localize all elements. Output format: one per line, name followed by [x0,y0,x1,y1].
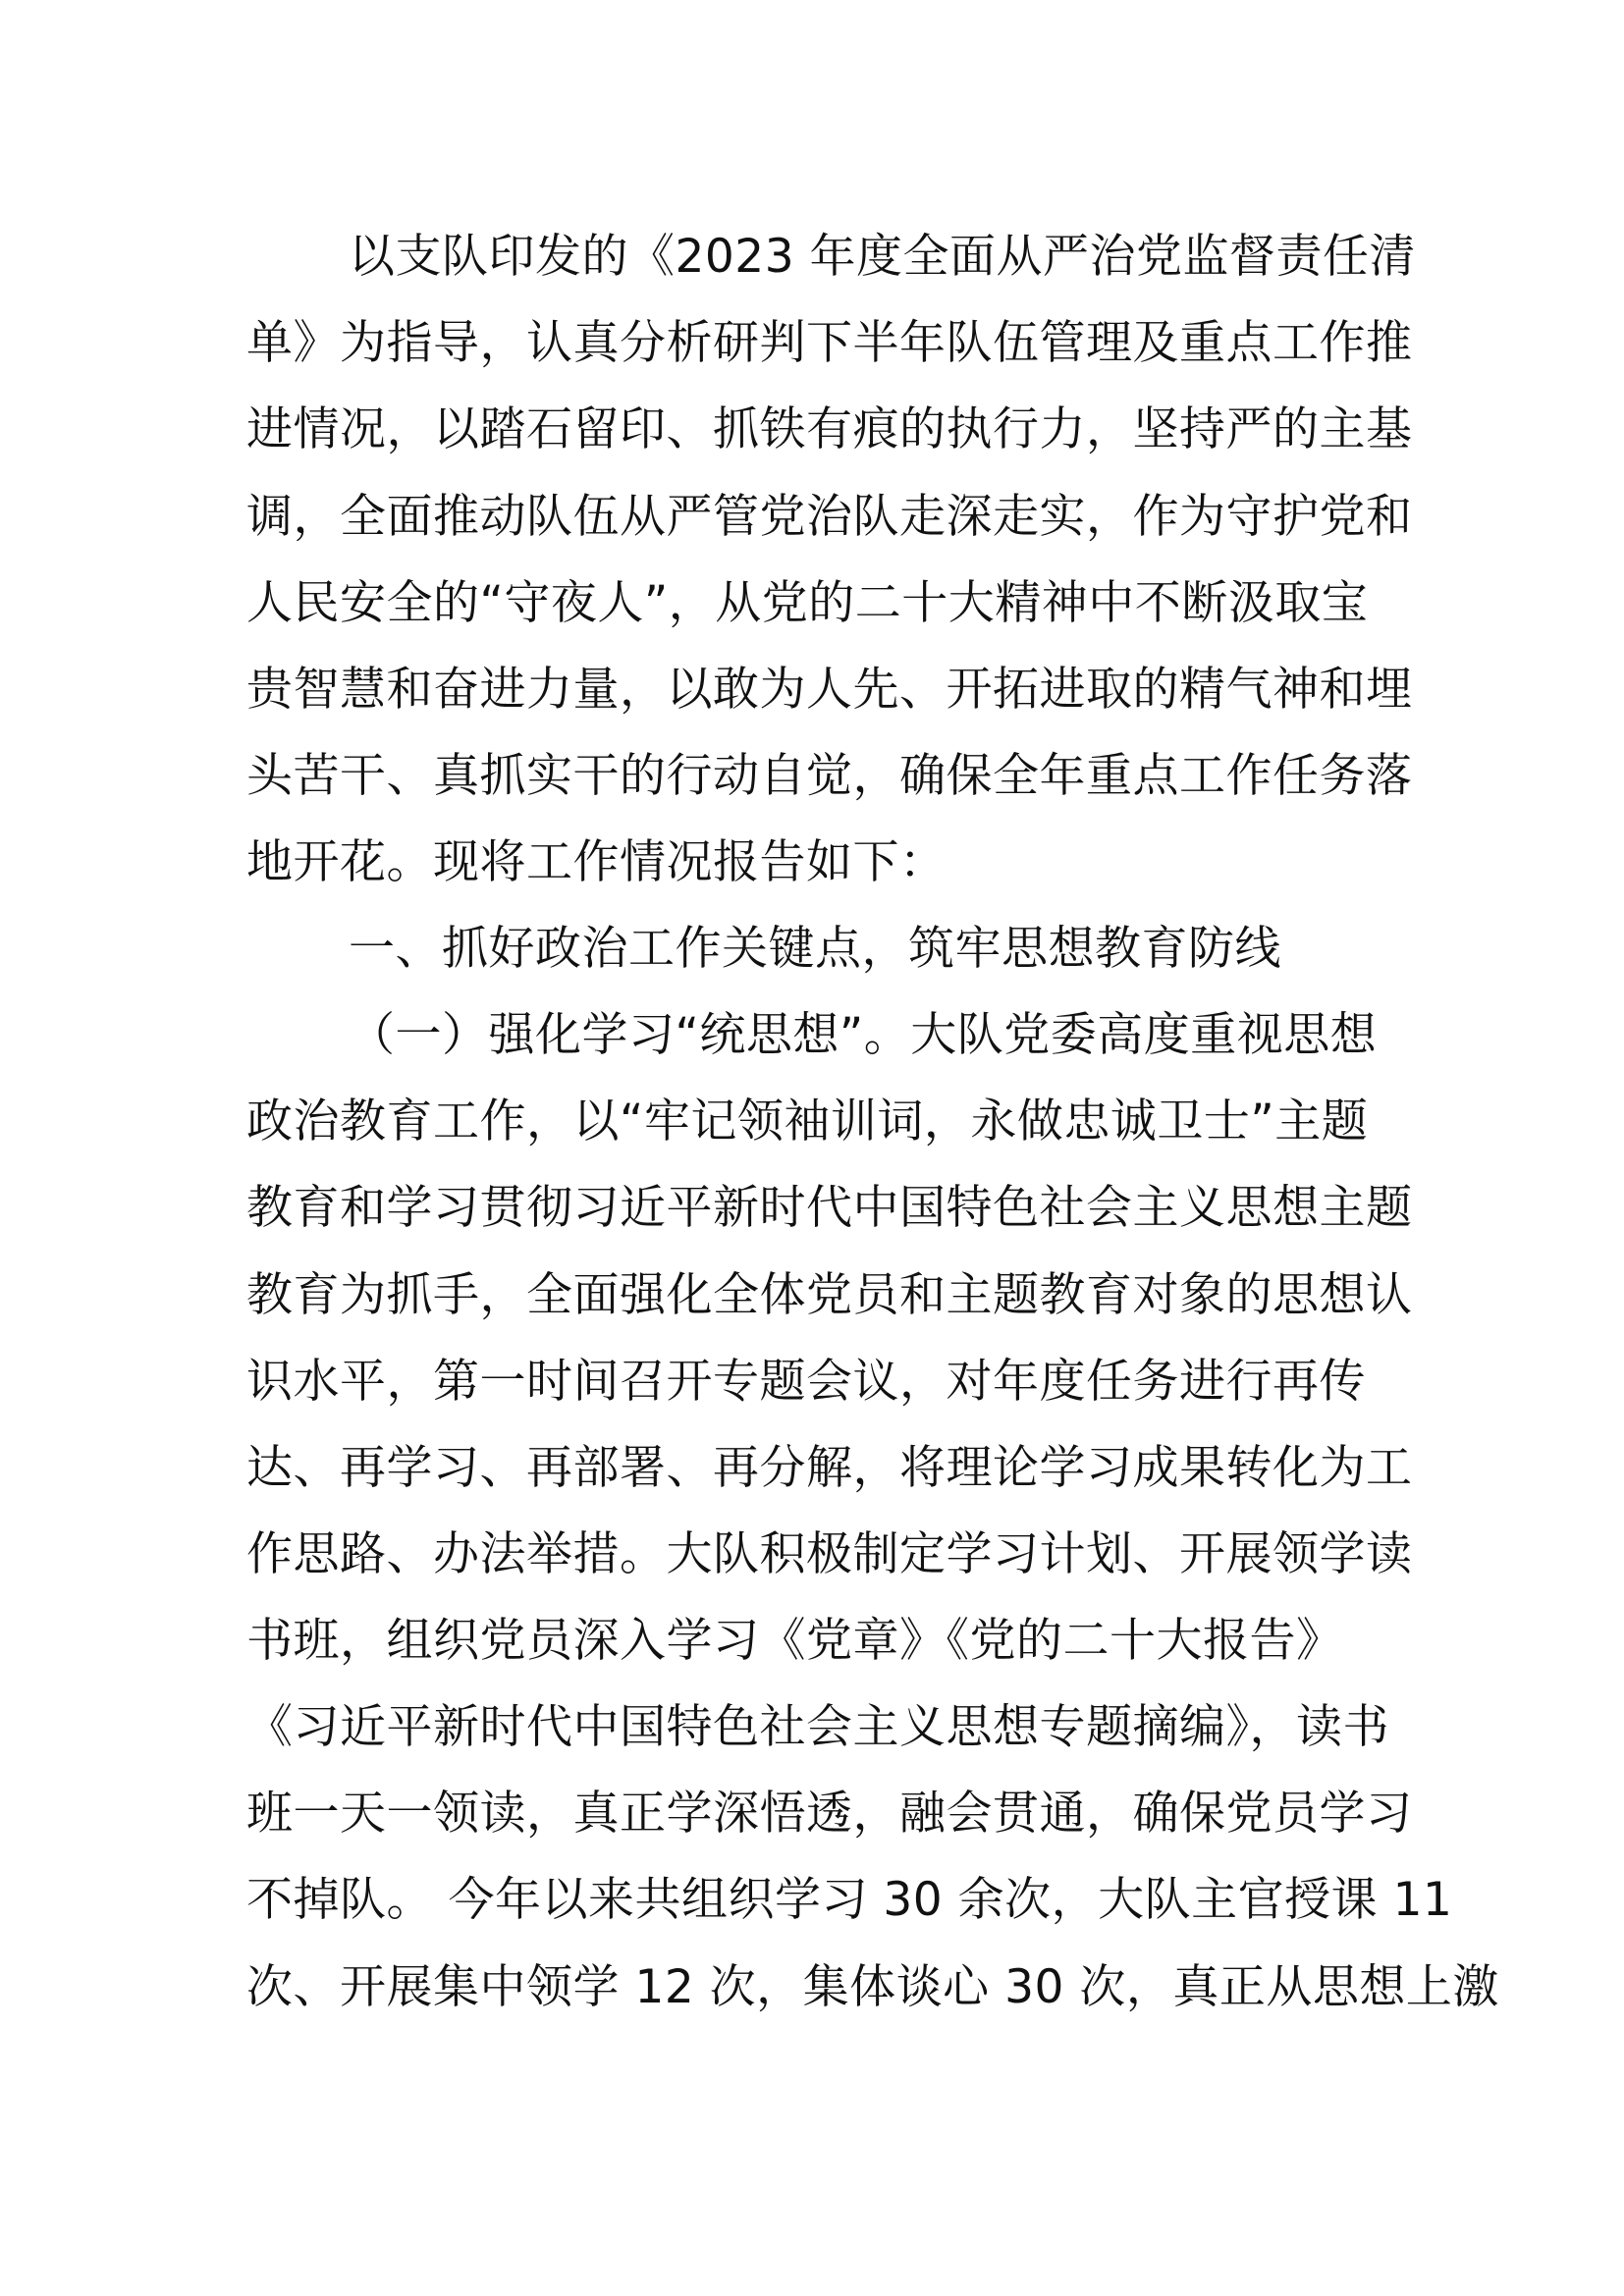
paragraph-line: 头苦干、真抓实干的行动自觉，确保全年重点工作任务落 [246,749,1413,803]
paragraph-line: 地开花。现将工作情况报告如下： [246,835,947,889]
paragraph-line: 人民安全的“守夜人”，从党的二十大精神中不断汲取宝 [246,576,1369,630]
section-heading: 一、抓好政治工作关键点，筑牢思想教育防线 [349,922,1281,976]
paragraph-line: 政治教育工作，以“牢记领袖训词，永做忠诚卫士”主题 [246,1095,1369,1148]
paragraph-line: 以支队印发的《2023 年度全面从严治党监督责任清 [349,230,1417,284]
paragraph-line: 《习近平新时代中国特色社会主义思想专题摘编》，读书 [246,1700,1389,1754]
paragraph-line: 单》为指导，认真分析研判下半年队伍管理及重点工作推 [246,316,1413,370]
paragraph-line: 达、再学习、再部署、再分解，将理论学习成果转化为工 [246,1441,1413,1495]
paragraph-line: 进情况，以踏石留印、抓铁有痕的执行力，坚持严的主基 [246,402,1413,456]
paragraph-line: 贵智慧和奋进力量，以敢为人先、开拓进取的精气神和埋 [246,663,1413,717]
paragraph-line: 教育为抓手，全面强化全体党员和主题教育对象的思想认 [246,1268,1413,1322]
paragraph-line: 教育和学习贯彻习近平新时代中国特色社会主义思想主题 [246,1181,1413,1235]
paragraph-line: 识水平，第一时间召开专题会议，对年度任务进行再传 [246,1355,1366,1409]
paragraph-line: 书班，组织党员深入学习《党章》《党的二十大报告》 [246,1614,1343,1668]
paragraph-line: 作思路、办法举措。大队积极制定学习计划、开展领学读 [246,1527,1413,1581]
subsection-heading: （一）强化学习“统思想”。大队党委高度重视思想 [349,1008,1378,1062]
paragraph-line: 调，全面推动队伍从严管党治队走深走实，作为守护党和 [246,490,1413,544]
paragraph-line: 班一天一领读，真正学深悟透，融会贯通，确保党员学习 [246,1787,1413,1841]
paragraph-line: 不掉队。 今年以来共组织学习 30 余次，大队主官授课 11 [246,1873,1453,1927]
paragraph-line: 次、开展集中领学 12 次，集体谈心 30 次，真正从思想上激 [246,1960,1499,2014]
